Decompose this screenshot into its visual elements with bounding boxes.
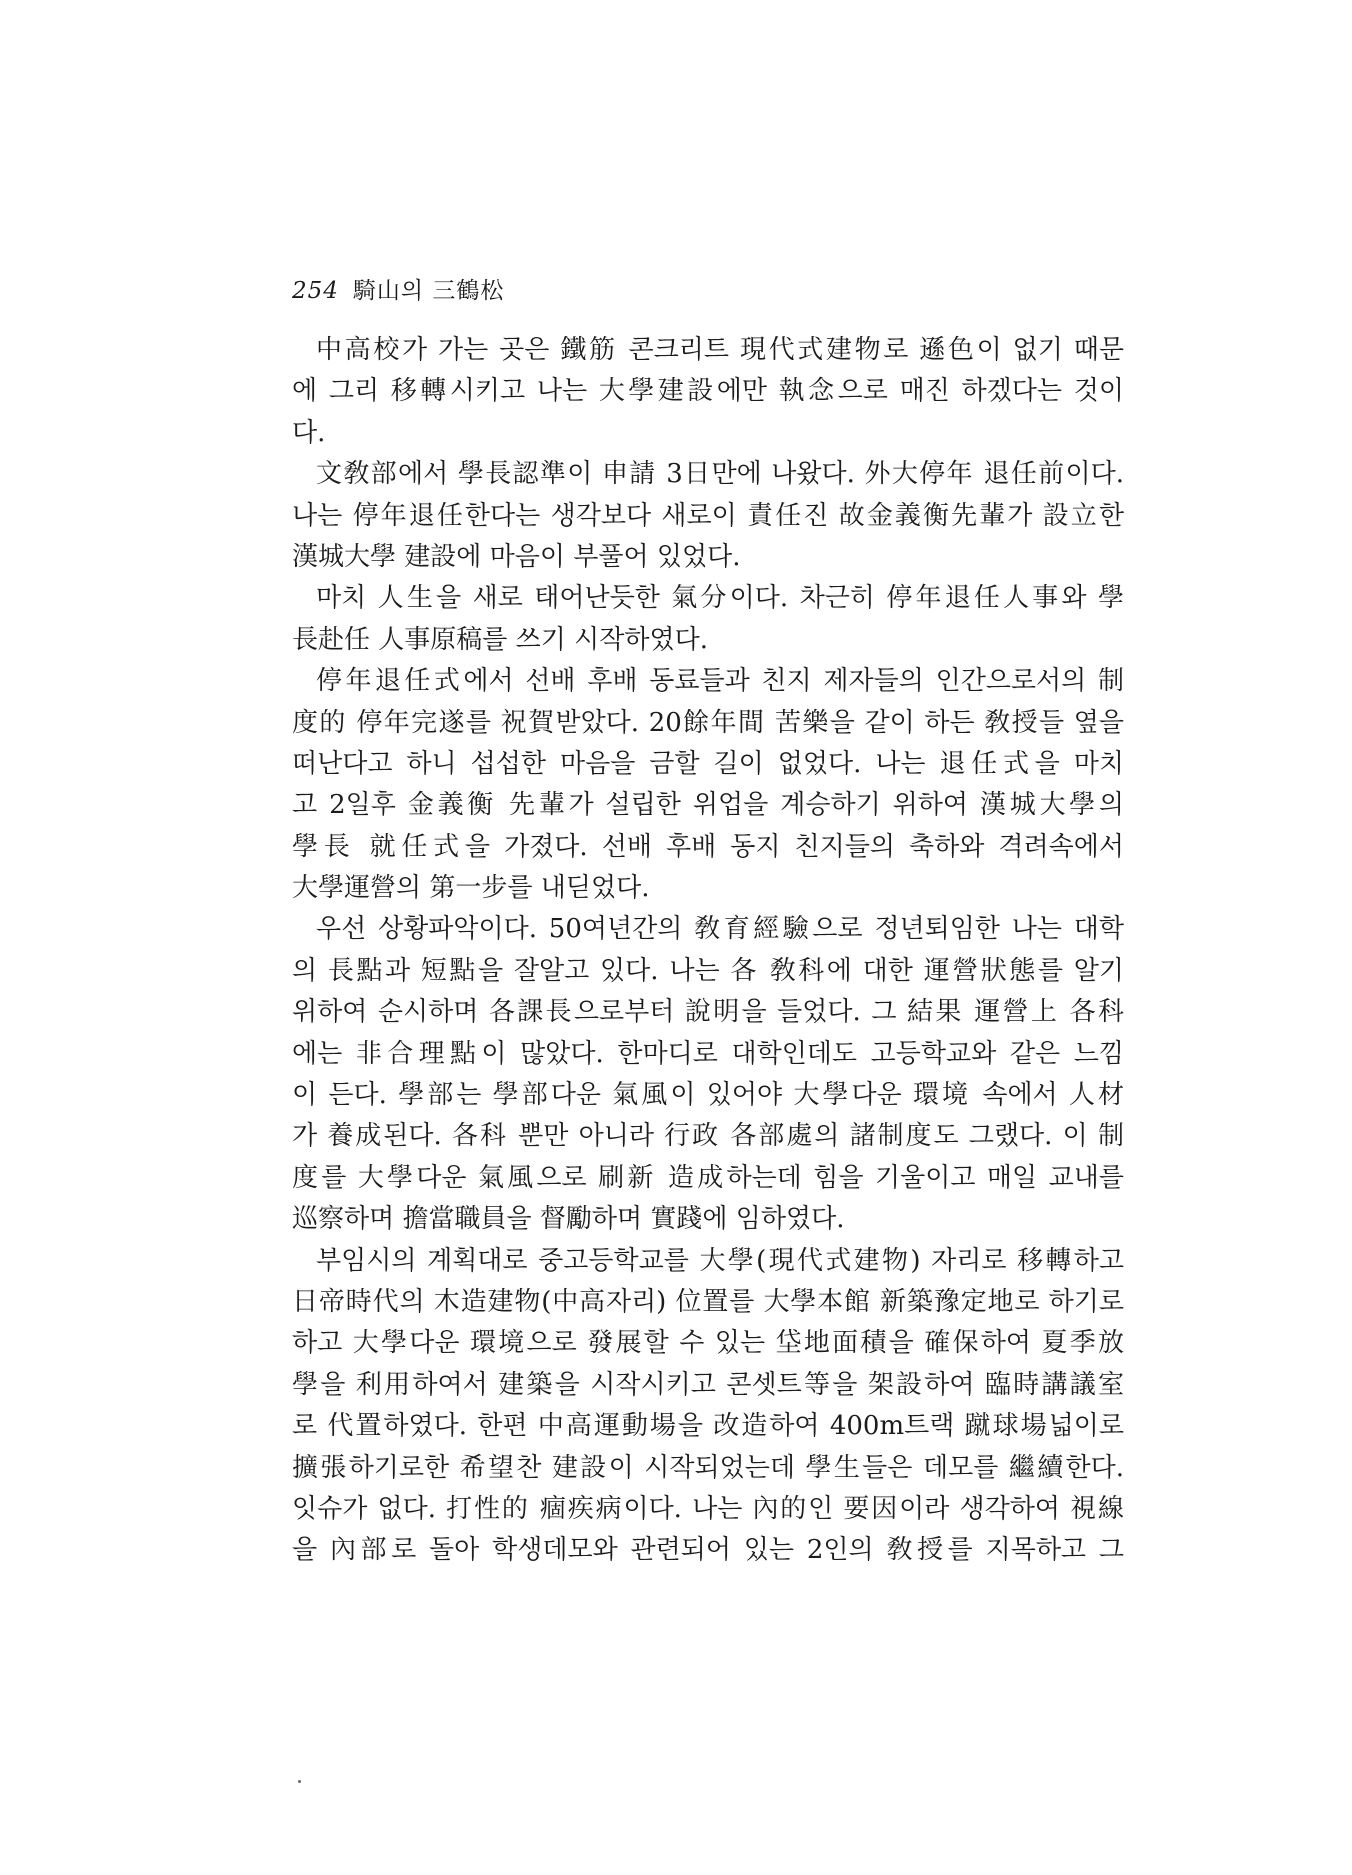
text-line: 學을 利用하여서 建築을 시작시키고 콘셋트等을 架設하여 臨時講議室 — [292, 1369, 1124, 1400]
text-line: 長赴任 人事原稿를 쓰기 시작하였다. — [292, 624, 708, 655]
text-line: 度를 大學다운 氣風으로 刷新 造成하는데 힘을 기울이고 매일 교내를 — [292, 1162, 1124, 1193]
text-line: 中高校가 가는 곳은 鐵筋 콘크리트 現代式建物로 遜色이 없기 때문 — [316, 335, 1124, 365]
running-head — [292, 272, 504, 305]
text-line: 로 代置하였다. 한편 中高運動場을 改造하여 400m트랙 蹴球場넓이로 — [292, 1411, 1124, 1442]
text-line: 漢城大學 建設에 마음이 부풀어 있었다. — [292, 541, 741, 572]
text-line: 위하여 순시하며 各課長으로부터 說明을 들었다. 그 結果 運營上 各科 — [292, 997, 1124, 1028]
text-line: 나는 停年退任한다는 생각보다 새로이 責任진 故金義衡先輩가 設立한 — [292, 500, 1124, 531]
text-line: 에 그리 移轉시키고 나는 大學建設에만 執念으로 매진 하겠다는 것이 — [292, 376, 1124, 407]
text-line: 學長 就任式을 가졌다. 선배 후배 동지 친지들의 축하와 격려속에서 — [292, 831, 1124, 862]
body-text — [292, 330, 1124, 1572]
text-line: 日帝時代의 木造建物(中高자리) 位置를 大學本館 新築豫定地로 하기로 — [292, 1286, 1124, 1317]
text-line: 度的 停年完遂를 祝賀받았다. 20餘年間 苦樂을 같이 하든 敎授들 옆을 — [292, 707, 1124, 738]
text-line: 잇슈가 없다. 打性的 痼疾病이다. 나는 內的인 要因이라 생각하여 視線 — [292, 1493, 1124, 1524]
text-line: 大學運營의 第一步를 내딛었다. — [292, 873, 650, 904]
text-line: 우선 상황파악이다. 50여년간의 敎育經驗으로 정년퇴임한 나는 대학 — [316, 914, 1124, 945]
text-line: 의 長點과 短點을 잘알고 있다. 나는 各 敎科에 대한 運營狀態를 알기 — [292, 955, 1124, 986]
text-line: 고 2일후 金義衡 先輩가 설립한 위업을 계승하기 위하여 漢城大學의 — [292, 790, 1124, 821]
text-line: 停年退任式에서 선배 후배 동료들과 친지 제자들의 인간으로서의 制 — [316, 666, 1124, 697]
text-line: 다. — [292, 417, 326, 448]
text-line: 擴張하기로한 希望찬 建設이 시작되었는데 學生들은 데모를 繼續한다. — [292, 1452, 1124, 1483]
text-line: 부임시의 계획대로 중고등학교를 大學(現代式建物) 자리로 移轉하고 — [316, 1245, 1124, 1276]
text-line: 하고 大學다운 環境으로 發展할 수 있는 垈地面積을 確保하여 夏季放 — [292, 1328, 1124, 1359]
text-line: 떠난다고 하니 섭섭한 마음을 금할 길이 없었다. 나는 退任式을 마치 — [292, 748, 1124, 779]
book-title: 騎山의 三鶴松 — [352, 278, 505, 304]
page-number: 254 — [292, 278, 339, 304]
text-line: 巡察하며 擔當職員을 督勵하며 實踐에 임하였다. — [292, 1204, 845, 1235]
text-line: 文敎部에서 學長認準이 申請 3日만에 나왔다. 外大停年 退任前이다. — [316, 459, 1124, 490]
text-line: 가 養成된다. 各科 뿐만 아니라 行政 各部處의 諸制度도 그랬다. 이 制 — [292, 1121, 1124, 1152]
scan-speck — [298, 1780, 301, 1783]
text-line: 을 內部로 돌아 학생데모와 관련되어 있는 2인의 敎授를 지목하고 그 — [292, 1535, 1124, 1566]
text-line: 마치 人生을 새로 태어난듯한 氣分이다. 차근히 停年退任人事와 學 — [316, 583, 1124, 614]
text-line: 이 든다. 學部는 學部다운 氣風이 있어야 大學다운 環境 속에서 人材 — [292, 1080, 1124, 1111]
text-line: 에는 非合理點이 많았다. 한마디로 대학인데도 고등학교와 같은 느낌 — [292, 1038, 1124, 1069]
